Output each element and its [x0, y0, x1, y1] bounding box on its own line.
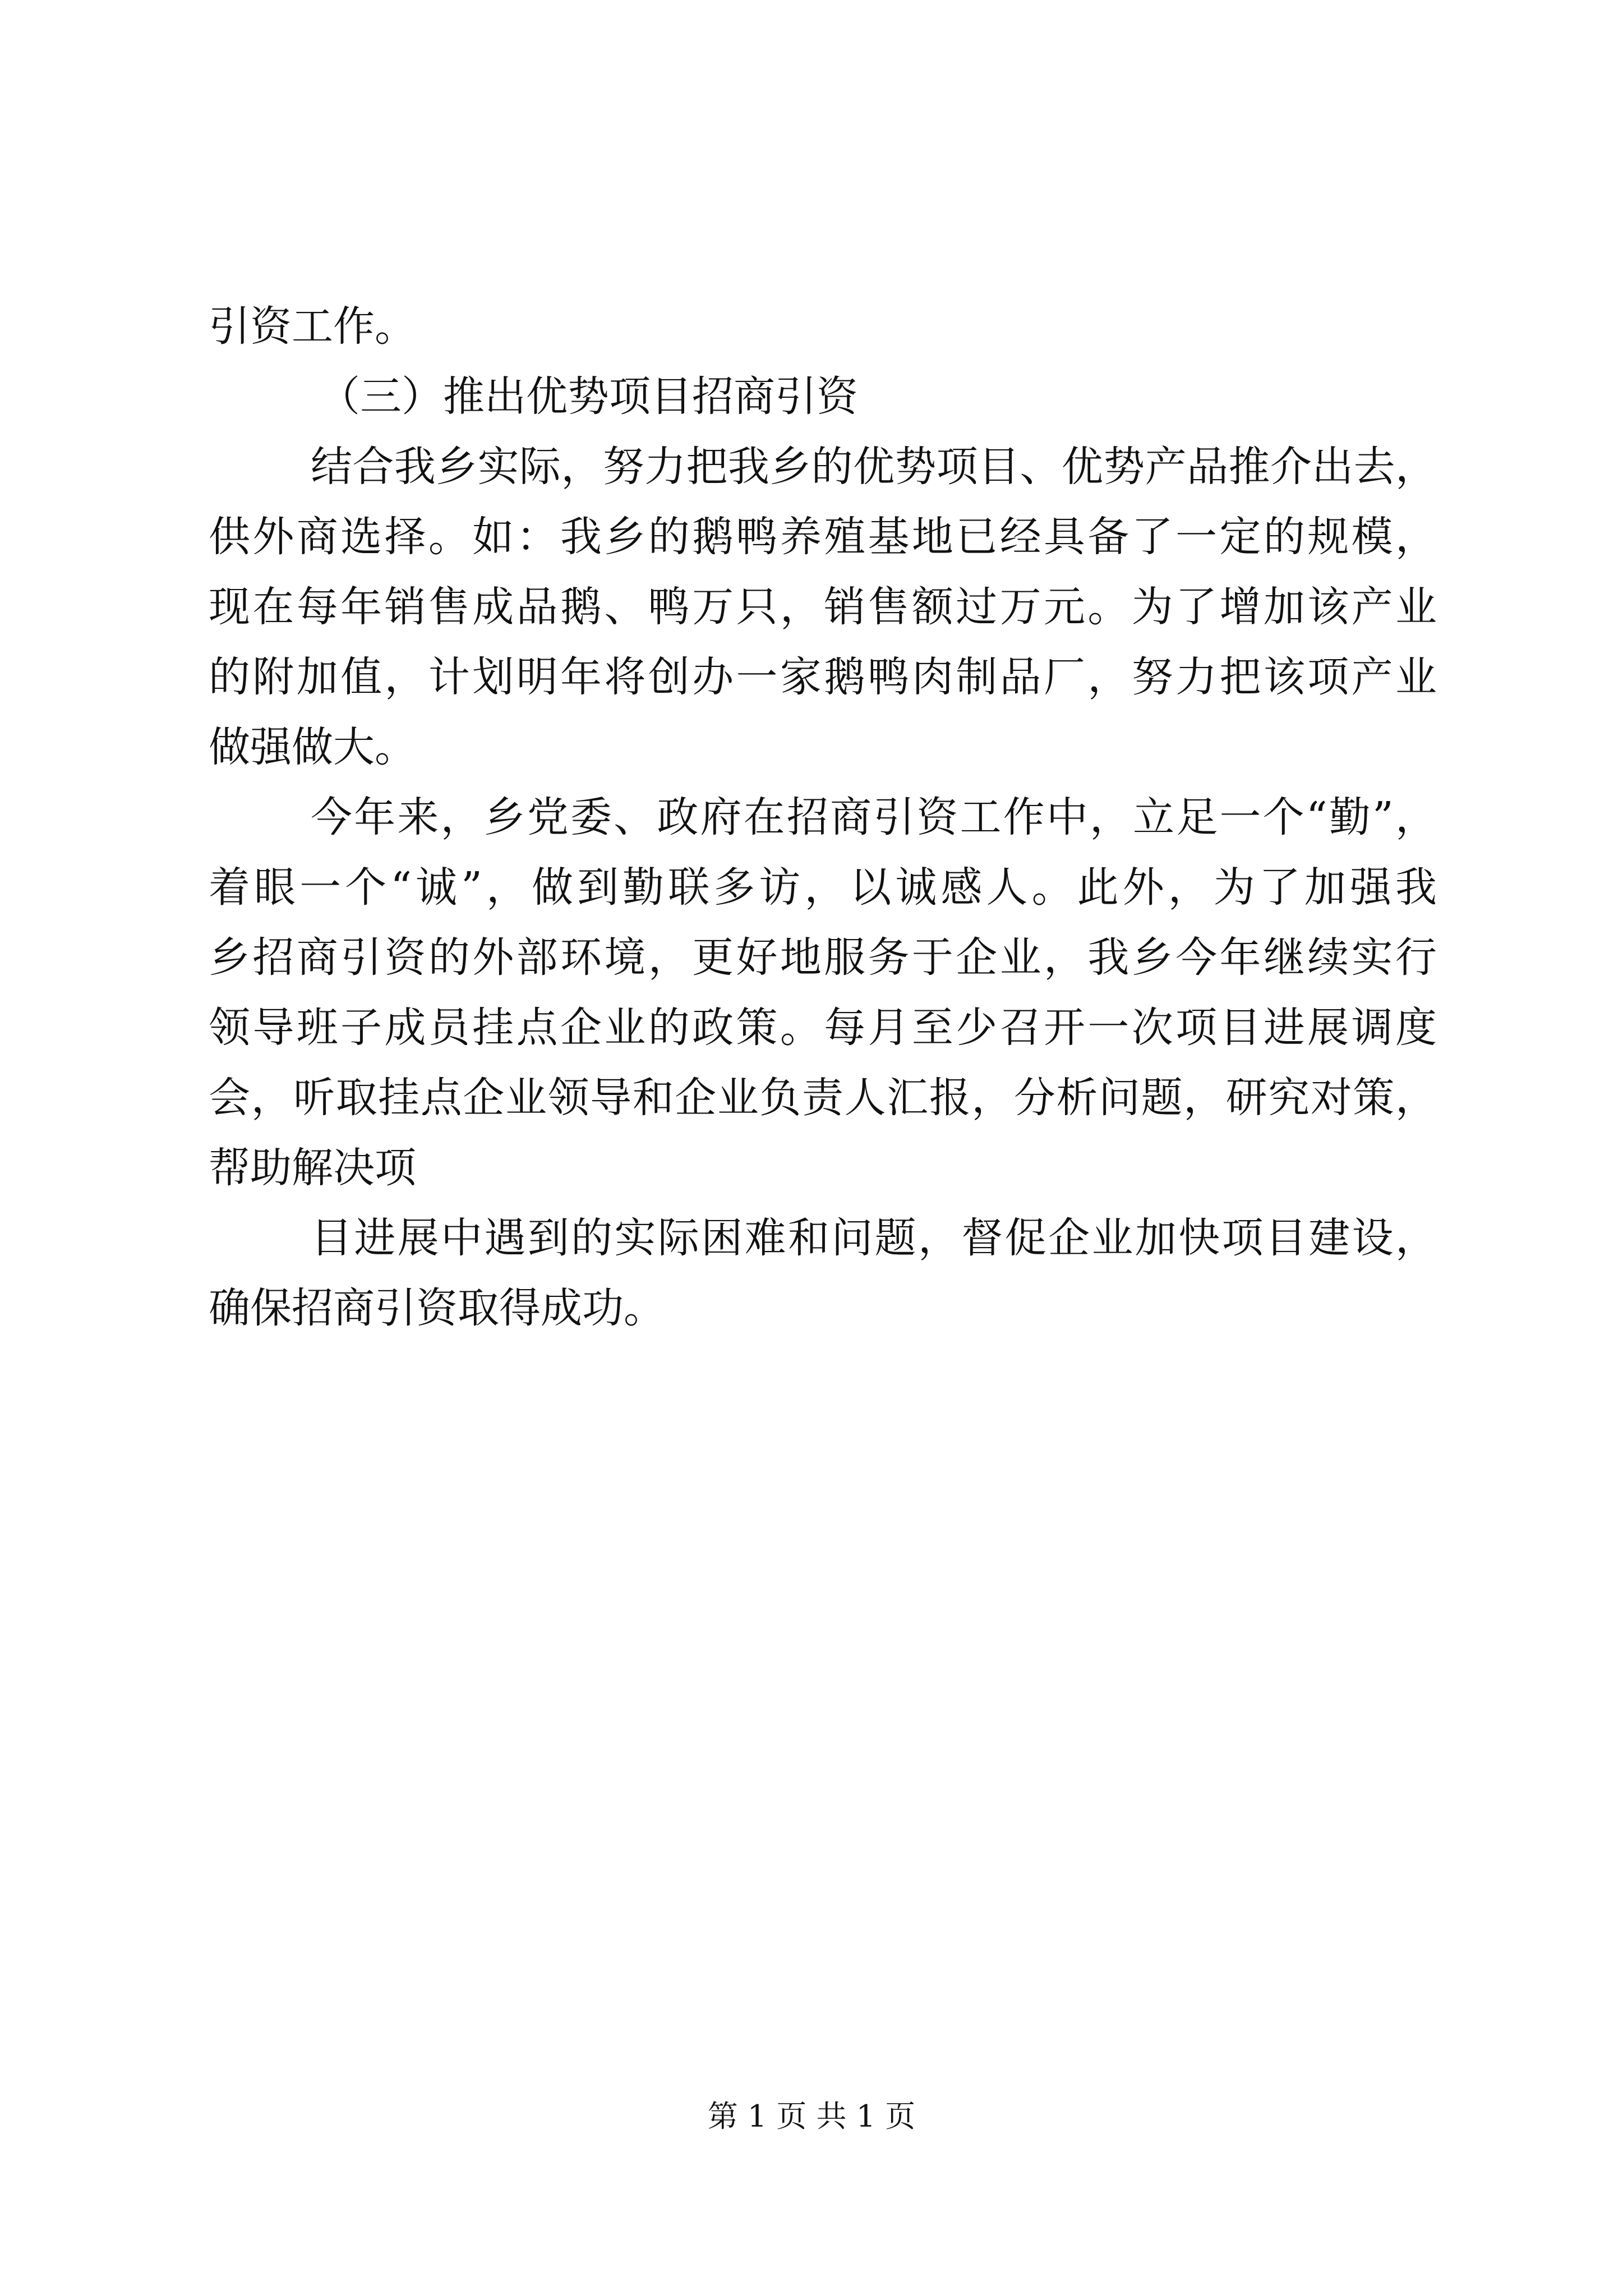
- paragraph-line: 乡招商引资的外部环境，更好地服务于企业，我乡今年继续实行: [209, 933, 1437, 982]
- paragraph-line: 确保招商引资取得成功。: [209, 1284, 665, 1332]
- section-heading: （三）推出优势项目招商引资: [319, 372, 858, 421]
- paragraph-line: 目进展中遇到的实际困难和问题，督促企业加快项目建设，: [311, 1214, 1437, 1262]
- paragraph-line: 结合我乡实际，努力把我乡的优势项目、优势产品推介出去，: [311, 443, 1437, 491]
- paragraph-line: 引资工作。: [209, 302, 416, 351]
- page-number-footer: 第 1 页 共 1 页: [707, 2099, 916, 2134]
- paragraph-line: 现在每年销售成品鹅、鸭万只，销售额过万元。为了增加该产业: [209, 583, 1437, 631]
- paragraph-line: 供外商选择。如：我乡的鹅鸭养殖基地已经具备了一定的规模，: [209, 513, 1437, 561]
- paragraph-line: 的附加值，计划明年将创办一家鹅鸭肉制品厂，努力把该项产业: [209, 653, 1437, 701]
- paragraph-line: 做强做大。: [209, 723, 416, 771]
- paragraph-line: 帮助解决项: [209, 1144, 416, 1192]
- paragraph-line: 会，听取挂点企业领导和企业负责人汇报，分析问题，研究对策，: [209, 1074, 1437, 1122]
- document-body: [209, 292, 1437, 1343]
- paragraph-line: 领导班子成员挂点企业的政策。每月至少召开一次项目进展调度: [209, 1004, 1437, 1052]
- paragraph-line: 着眼一个“诚”，做到勤联多访，以诚感人。此外，为了加强我: [209, 863, 1437, 912]
- paragraph-line: 今年来，乡党委、政府在招商引资工作中，立足一个“勤”，: [311, 793, 1437, 841]
